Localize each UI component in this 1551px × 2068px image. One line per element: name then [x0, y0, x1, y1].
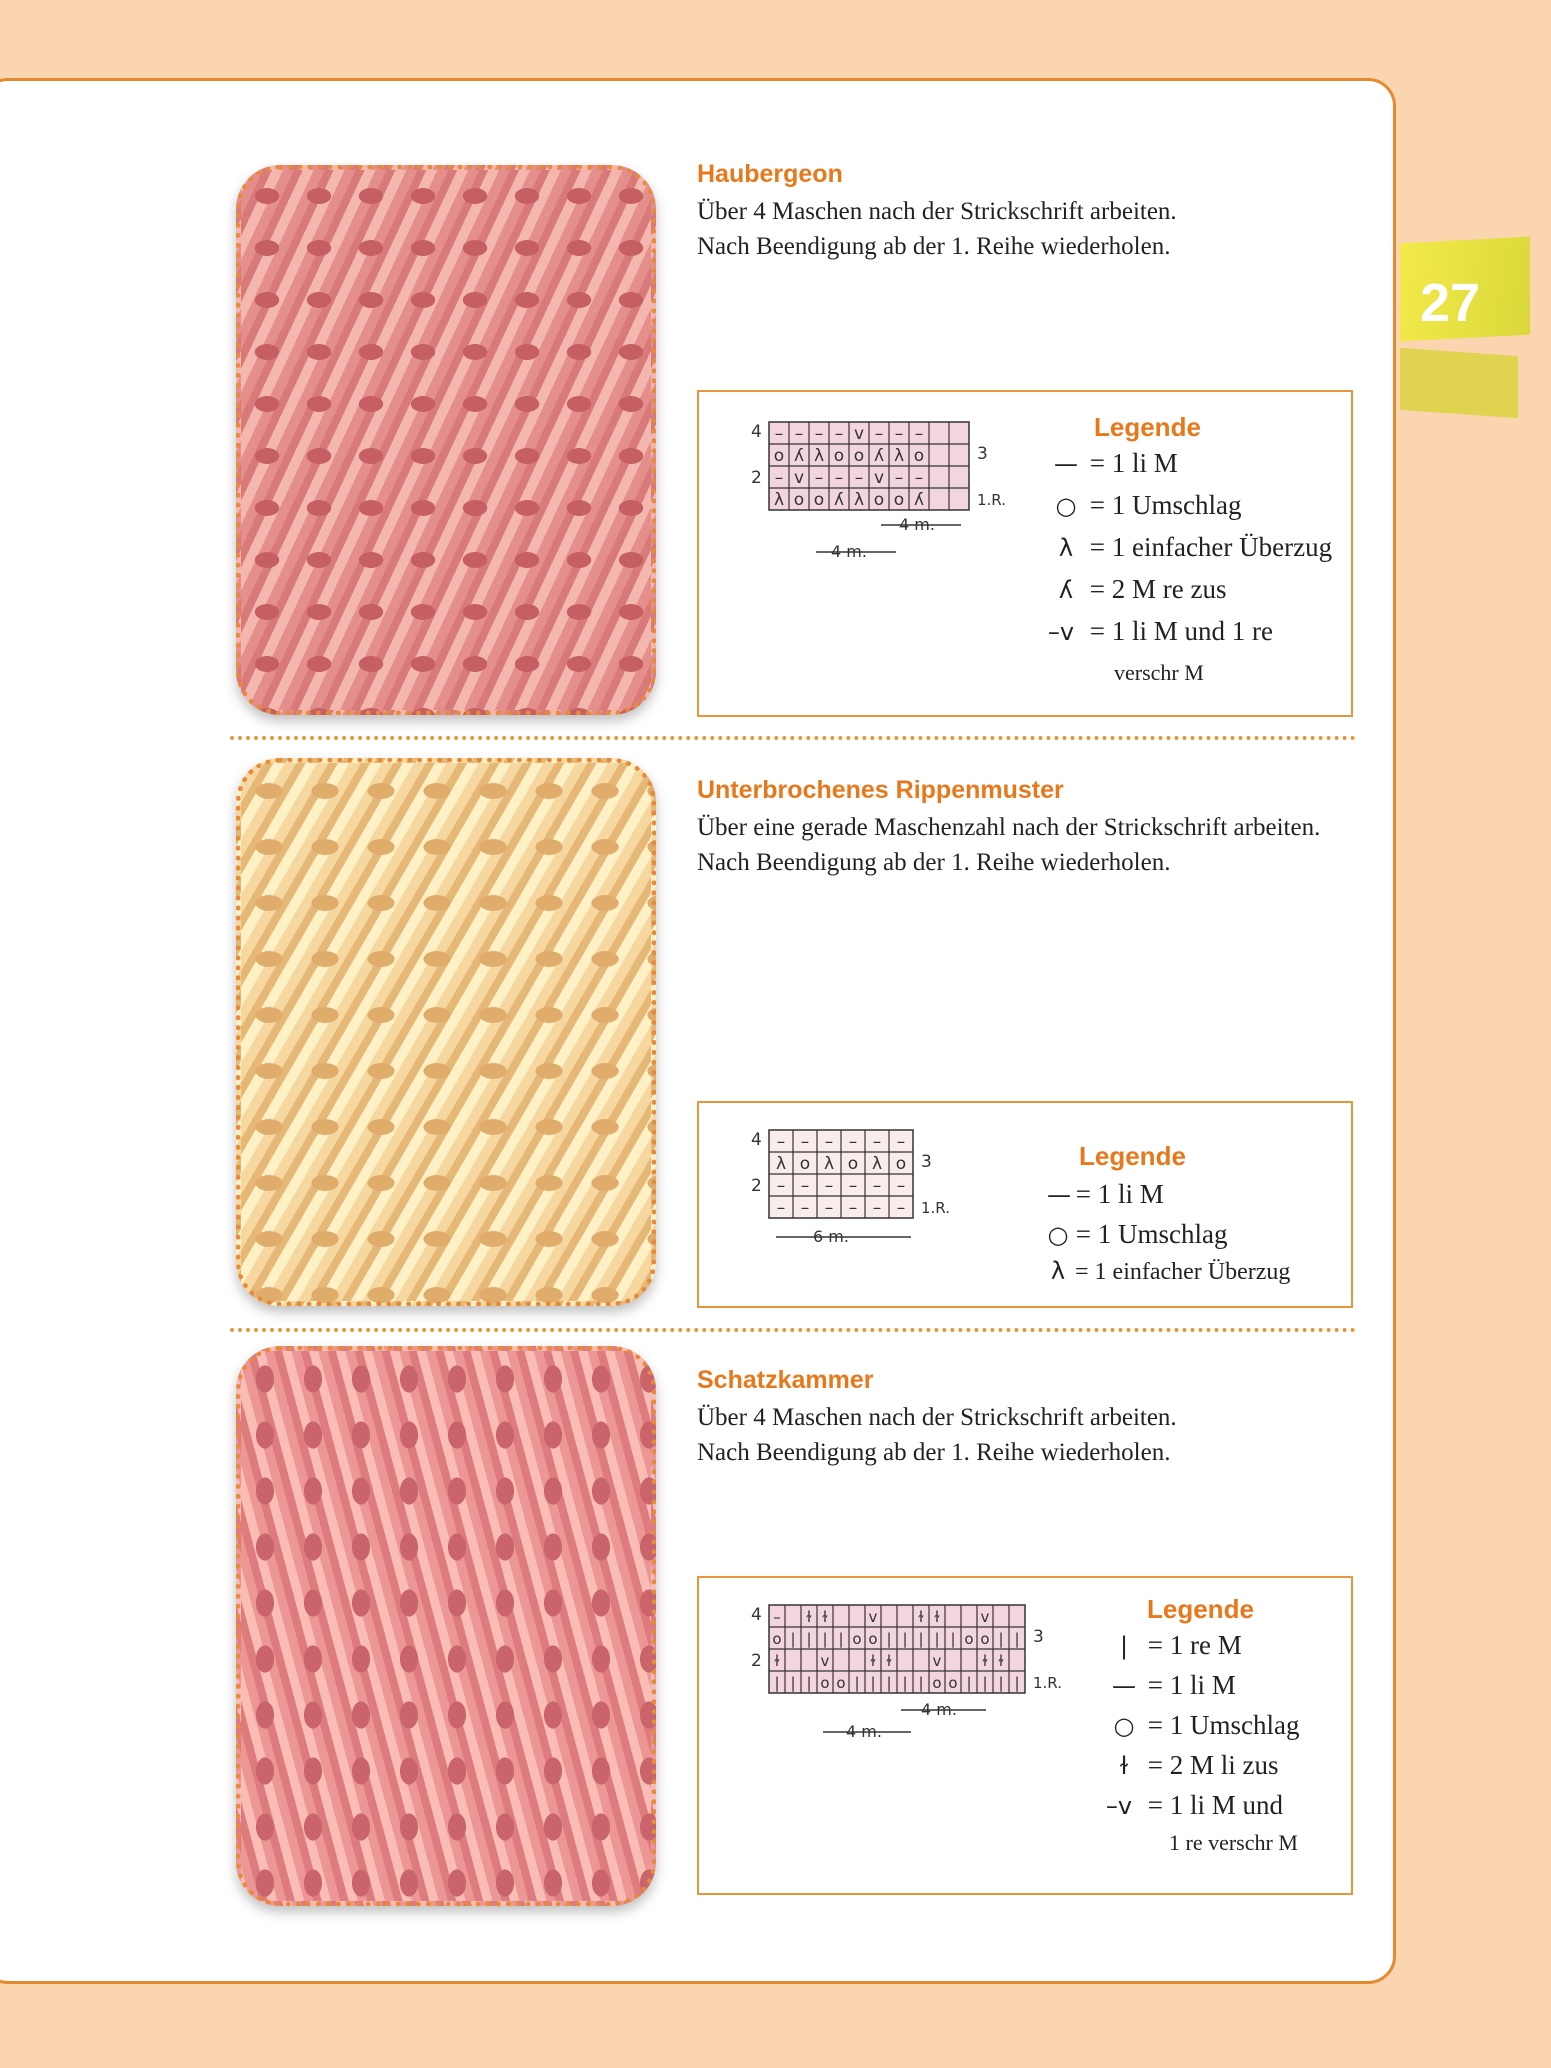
svg-text:–: – [824, 1198, 834, 1218]
svg-text:–: – [896, 1176, 906, 1196]
svg-text:–: – [776, 1198, 786, 1218]
svg-text:|: | [822, 1630, 828, 1648]
svg-text:–: – [800, 1198, 810, 1218]
svg-text:ʎ: ʎ [873, 446, 885, 466]
section-divider [230, 736, 1356, 740]
pattern-title: Schatzkammer [697, 1366, 874, 1394]
svg-text:–: – [848, 1176, 858, 1196]
svg-text:ɫ: ɫ [774, 1652, 780, 1670]
svg-text:–: – [872, 1132, 882, 1152]
chart-grid [769, 1605, 1025, 1693]
description-line: Nach Beendigung ab der 1. Reihe wiederholen. [697, 233, 1171, 260]
svg-text:–: – [773, 1608, 781, 1626]
yarn-over-icon: ○ [1047, 1221, 1069, 1249]
svg-text:ʎ: ʎ [833, 490, 845, 510]
svg-text:–: – [894, 468, 904, 488]
p2tog-icon: ɫ [1119, 1752, 1129, 1780]
pattern-title: Haubergeon [697, 160, 843, 188]
svg-text:|: | [950, 1630, 956, 1648]
row-label: 1.R. [1033, 1674, 1062, 1692]
svg-text:o: o [793, 490, 805, 510]
svg-text:|: | [870, 1674, 876, 1692]
legend-item [1049, 532, 1332, 563]
svg-text:ʎ: ʎ [913, 490, 925, 510]
knitting-chart [721, 1600, 1081, 1750]
skp-icon: λ [1058, 534, 1074, 562]
svg-text:|: | [1014, 1674, 1020, 1692]
svg-text:|: | [1014, 1630, 1020, 1648]
svg-text:o: o [833, 446, 845, 466]
row-label: 2 [751, 468, 762, 488]
svg-text:ɫ: ɫ [886, 1652, 892, 1670]
svg-text:–: – [776, 1132, 786, 1152]
legend-text: = 2 M li zus [1147, 1750, 1279, 1780]
svg-text:λ: λ [813, 446, 825, 466]
row-label: 3 [1033, 1627, 1044, 1647]
svg-text:|: | [966, 1674, 972, 1692]
repeat-label: 4 m. [899, 515, 935, 534]
page-number: 27 [1420, 273, 1481, 333]
pattern-description [697, 1400, 1177, 1470]
svg-text:|: | [806, 1630, 812, 1648]
svg-text:ɫ: ɫ [982, 1652, 988, 1670]
svg-text:o: o [913, 446, 925, 466]
yarn-over-icon: ○ [1055, 492, 1077, 520]
knitting-chart [721, 1125, 981, 1275]
legend-note: verschr M [1114, 660, 1204, 685]
page-tab-shadow [1400, 348, 1518, 418]
legend-title: Legende [1079, 1141, 1186, 1171]
svg-text:–: – [872, 1198, 882, 1218]
legend-item [1047, 1257, 1290, 1286]
legend-text: = 1 li M und 1 re [1089, 616, 1273, 646]
svg-text:–: – [774, 468, 784, 488]
legend-item [1049, 574, 1226, 605]
svg-text:–: – [776, 1176, 786, 1196]
svg-text:v: v [853, 424, 865, 444]
legend-item [1049, 448, 1178, 479]
repeat-label: 4 m. [921, 1700, 957, 1719]
svg-text:–: – [814, 424, 824, 444]
cross-stitch-icon: –v [1047, 618, 1075, 646]
svg-text:|: | [854, 1674, 860, 1692]
legend-item [1107, 1710, 1299, 1741]
svg-text:|: | [886, 1674, 892, 1692]
svg-text:–: – [914, 468, 924, 488]
svg-text:–: – [914, 424, 924, 444]
svg-text:ɫ: ɫ [806, 1608, 812, 1626]
svg-text:ʎ: ʎ [793, 446, 805, 466]
section-divider [230, 1328, 1356, 1332]
svg-text:o: o [853, 446, 865, 466]
svg-text:λ: λ [773, 490, 785, 510]
legend-text: = 1 einfacher Überzug [1075, 1259, 1291, 1285]
svg-text:–: – [814, 468, 824, 488]
legend-title: Legende [1147, 1594, 1254, 1624]
svg-text:–: – [794, 424, 804, 444]
svg-text:ɫ: ɫ [822, 1608, 828, 1626]
svg-text:o: o [932, 1674, 942, 1692]
legend-text: = 1 einfacher Überzug [1089, 532, 1333, 562]
svg-text:o: o [873, 490, 885, 510]
svg-text:o: o [799, 1154, 811, 1174]
legend-text: = 1 Umschlag [1089, 490, 1242, 520]
svg-text:o: o [852, 1630, 862, 1648]
svg-text:–: – [874, 424, 884, 444]
chart-box [697, 1101, 1353, 1308]
swatch-photo-haubergeon [236, 165, 656, 715]
svg-text:–: – [872, 1176, 882, 1196]
skp-icon: λ [1050, 1257, 1066, 1285]
svg-text:o: o [813, 490, 825, 510]
svg-text:ɫ: ɫ [870, 1652, 876, 1670]
legend-item [1107, 1630, 1242, 1661]
legend-title: Legende [1094, 412, 1201, 442]
row-label: 4 [751, 422, 762, 442]
k2tog-icon: ʎ [1058, 576, 1074, 604]
svg-text:|: | [918, 1630, 924, 1648]
svg-text:–: – [800, 1176, 810, 1196]
chart-box [697, 390, 1353, 717]
svg-text:|: | [790, 1630, 796, 1648]
svg-text:–: – [834, 468, 844, 488]
legend-text: = 1 li M [1147, 1670, 1236, 1700]
legend-item [1049, 490, 1241, 521]
pattern-description [697, 194, 1177, 264]
description-line: Über 4 Maschen nach der Strickschrift arbeiten. [697, 198, 1177, 225]
legend-item [1107, 1750, 1278, 1781]
chart-grid [769, 422, 969, 510]
row-label: 2 [751, 1651, 762, 1671]
svg-text:λ: λ [823, 1154, 835, 1174]
svg-text:ɫ: ɫ [998, 1652, 1004, 1670]
svg-text:–: – [834, 424, 844, 444]
svg-text:o: o [820, 1674, 830, 1692]
purl-dash-icon: — [1112, 1672, 1136, 1700]
legend-text: = 1 li M und [1147, 1790, 1283, 1820]
svg-text:λ: λ [853, 490, 865, 510]
svg-text:|: | [838, 1630, 844, 1648]
svg-text:|: | [998, 1630, 1004, 1648]
svg-text:–: – [896, 1198, 906, 1218]
svg-text:o: o [868, 1630, 878, 1648]
svg-text:|: | [998, 1674, 1004, 1692]
svg-text:o: o [847, 1154, 859, 1174]
svg-text:|: | [790, 1674, 796, 1692]
legend-text: = 1 li M [1075, 1179, 1164, 1209]
svg-text:|: | [902, 1630, 908, 1648]
svg-text:|: | [774, 1674, 780, 1692]
svg-text:o: o [893, 490, 905, 510]
svg-text:ɫ: ɫ [918, 1608, 924, 1626]
yarn-over-icon: ○ [1113, 1712, 1135, 1740]
row-label: 1.R. [921, 1199, 950, 1217]
svg-text:|: | [918, 1674, 924, 1692]
legend-item [1107, 1670, 1236, 1701]
svg-text:|: | [902, 1674, 908, 1692]
legend-text: = 1 li M [1089, 448, 1178, 478]
legend-item [1097, 1790, 1283, 1821]
svg-text:|: | [934, 1630, 940, 1648]
svg-text:o: o [772, 1630, 782, 1648]
description-line: Über eine gerade Maschenzahl nach der Strickschrift arbeiten. [697, 814, 1321, 841]
knitting-chart [721, 417, 1021, 567]
row-label: 3 [977, 444, 988, 464]
legend-item [1047, 1219, 1227, 1250]
svg-text:o: o [773, 446, 785, 466]
description-line: Über 4 Maschen nach der Strickschrift arbeiten. [697, 1404, 1177, 1431]
svg-text:–: – [774, 424, 784, 444]
svg-text:λ: λ [893, 446, 905, 466]
purl-dash-icon: — [1047, 1181, 1071, 1209]
svg-text:|: | [982, 1674, 988, 1692]
legend-text: = 1 re M [1147, 1630, 1242, 1660]
svg-text:–: – [848, 1198, 858, 1218]
svg-text:–: – [800, 1132, 810, 1152]
svg-text:λ: λ [871, 1154, 883, 1174]
svg-text:|: | [806, 1674, 812, 1692]
svg-text:v: v [980, 1608, 990, 1626]
knit-icon: | [1119, 1632, 1129, 1660]
chart-box [697, 1576, 1353, 1895]
purl-dash-icon: — [1054, 450, 1078, 478]
legend-item [1039, 616, 1273, 647]
svg-text:|: | [886, 1630, 892, 1648]
description-line: Nach Beendigung ab der 1. Reihe wiederholen. [697, 1439, 1171, 1466]
description-line: Nach Beendigung ab der 1. Reihe wiederholen. [697, 849, 1171, 876]
swatch-photo-rippenmuster [236, 758, 656, 1306]
svg-text:–: – [848, 1132, 858, 1152]
swatch-photo-schatzkammer [236, 1346, 656, 1906]
svg-text:–: – [824, 1176, 834, 1196]
legend-text: = 2 M re zus [1089, 574, 1227, 604]
row-label: 3 [921, 1152, 932, 1172]
repeat-label: 6 m. [813, 1227, 849, 1246]
svg-text:o: o [980, 1630, 990, 1648]
row-label: 1.R. [977, 491, 1006, 509]
svg-text:v: v [868, 1608, 878, 1626]
row-label: 4 [751, 1605, 762, 1625]
svg-text:–: – [824, 1132, 834, 1152]
row-label: 4 [751, 1130, 762, 1150]
legend-note: 1 re verschr M [1169, 1830, 1298, 1855]
row-label: 2 [751, 1176, 762, 1196]
repeat-label: 4 m. [846, 1722, 882, 1741]
svg-text:o: o [836, 1674, 846, 1692]
pattern-title: Unterbrochenes Rippenmuster [697, 776, 1064, 804]
svg-text:–: – [894, 424, 904, 444]
svg-text:–: – [854, 468, 864, 488]
svg-text:v: v [932, 1652, 942, 1670]
cross-stitch-icon: –v [1105, 1792, 1133, 1820]
chart-grid [769, 1130, 913, 1218]
legend-text: = 1 Umschlag [1147, 1710, 1300, 1740]
svg-text:λ: λ [775, 1154, 787, 1174]
svg-text:ɫ: ɫ [934, 1608, 940, 1626]
svg-text:v: v [820, 1652, 830, 1670]
legend-text: = 1 Umschlag [1075, 1219, 1228, 1249]
svg-text:v: v [793, 468, 805, 488]
svg-text:o: o [964, 1630, 974, 1648]
svg-text:o: o [895, 1154, 907, 1174]
legend-item [1047, 1179, 1164, 1210]
svg-text:o: o [948, 1674, 958, 1692]
svg-text:–: – [896, 1132, 906, 1152]
pattern-description [697, 810, 1320, 880]
repeat-label: 4 m. [831, 542, 867, 561]
svg-text:v: v [873, 468, 885, 488]
